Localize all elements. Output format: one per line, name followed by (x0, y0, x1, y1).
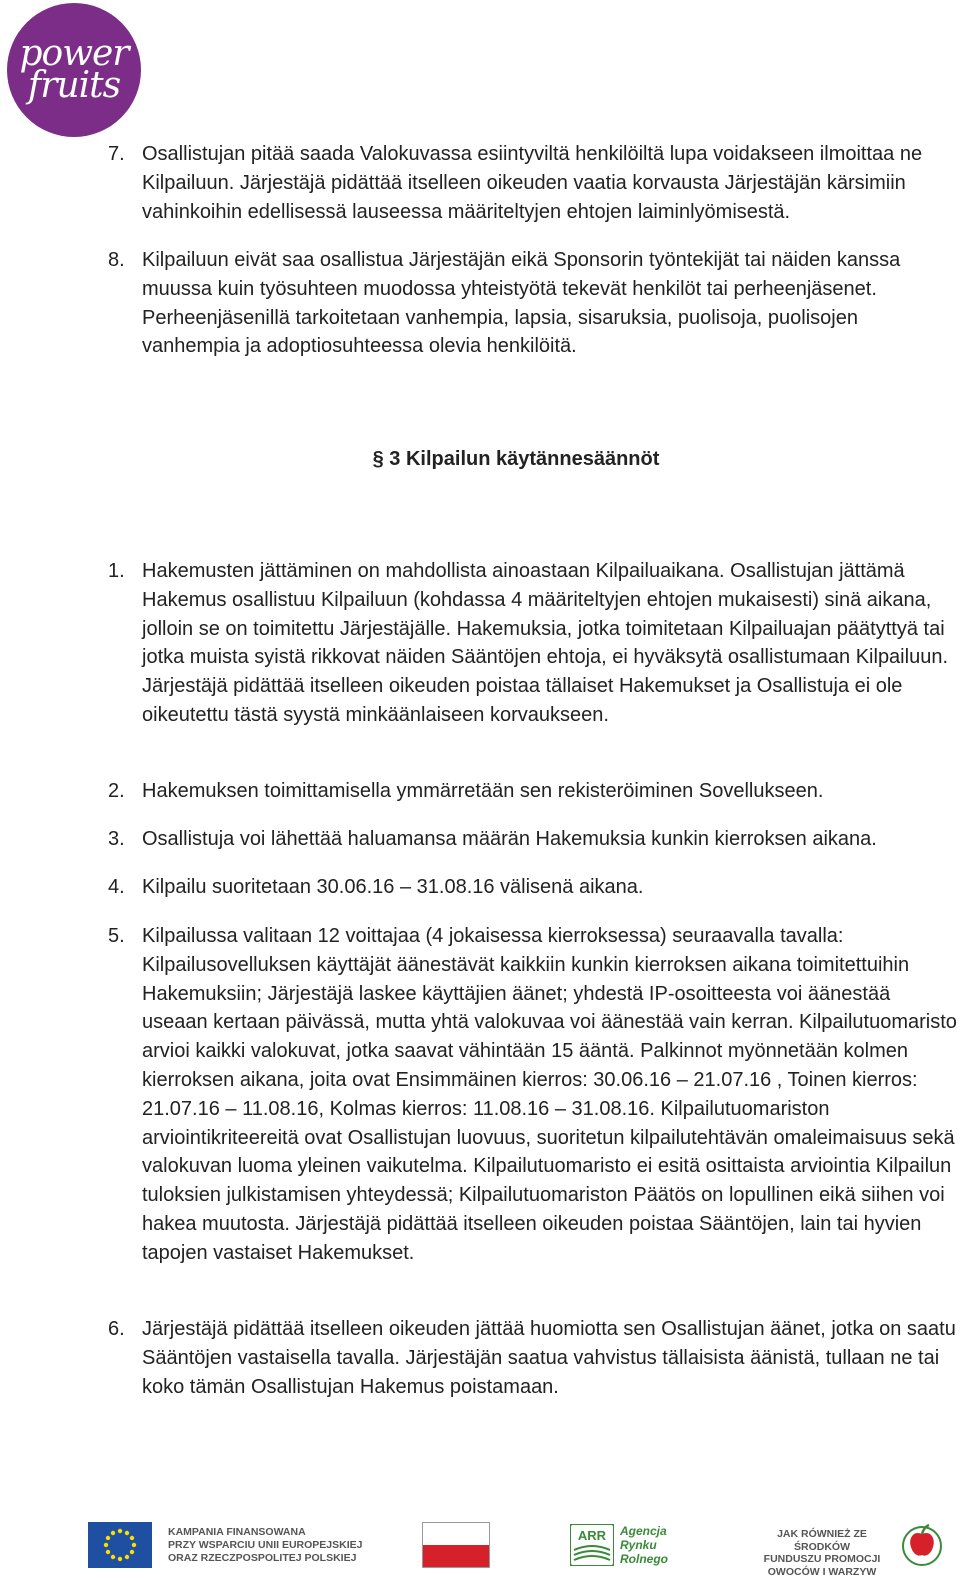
apple-logo-icon (898, 1520, 946, 1568)
item-text: Kilpailussa valitaan 12 voittajaa (4 jokaisessa kierroksessa) seuraavalla tavalla: Kilpailusovelluksen käyttäjät äänestävät kaikkiin kunkin kierroksen aikana toimitettuihin Hakemuksiin; Järjestäjä laskee käyttäjien äänet; yhdestä IP-osoitteesta voi äänestää useaan kertaan päivässä, mutta yhtä valokuvaa voi äänestää vain kerran. Kilpailutuomaristo arvioi kaikki valokuvat, jotka saavat vähintään 15 ääntä. Palkinnot myönnetään kolmen kierroksen aikana, joita ovat Ensimmäinen kierros: 30.06.16 – 21.07.16 , Toinen kierros: 21.07.16 – 11.08.16, Kolmas kierros: 11.08.16 – 31.08.16. Kilpailutuomariston arviointikriteereitä ovat Osallistujan luovuus, suoritetun kilpailutehtävän omaleimaisuus sekä valokuvan luoma yleinen vaikutelma. Kilpailutuomaristo ei esitä osittaista arviointia Kilpailun tuloksien julkistamisen yhteydessä; Kilpailutuomariston Päätös on lopullinen eikä siihen voi hakea muutosta. Järjestäjä pidättää itselleen oikeuden poistaa Sääntöjen, lain tai hyvien tapojen vastaiset Hakemukset. (142, 922, 960, 1268)
item-number: 3. (108, 825, 125, 854)
item-text: Hakemusten jättäminen on mahdollista ainoastaan Kilpailuaikana. Osallistujan jättämä Hakemus osallistuu Kilpailuun (kohdassa 4 määriteltyjen ehtojen mukaisesti) sinä aikana, jolloin se on toimitettu Järjestäjälle. Hakemuksia, jotka toimitetaan Kilpailuajan päätyttyä tai jotka muista syistä rikkovat näiden Sääntöjen ehtoja, ei hyväksytä osallistumaan Kilpailuun. Järjestäjä pidättää itselleen oikeuden poistaa tällaiset Hakemukset ja Osallistuja ei ole oikeutettu tästä syystä minkäänlaiseen korvaukseen. (142, 557, 960, 730)
sponsor-footer (0, 1512, 960, 1572)
promo-text-line: JAK RÓWNIEŻ ZE ŚRODKÓW (752, 1528, 892, 1553)
item-number: 8. (108, 246, 125, 275)
promotion-fund-text (752, 1528, 892, 1578)
arr-logo-icon (570, 1524, 614, 1566)
eu-text-line: KAMPANIA FINANSOWANA (168, 1526, 408, 1539)
arr-text-line: Agencja (620, 1524, 690, 1538)
item-number: 7. (108, 140, 125, 169)
item-text: Kilpailu suoritetaan 30.06.16 – 31.08.16 välisenä aikana. (142, 873, 960, 902)
arr-agency-text (620, 1524, 690, 1566)
item-number: 5. (108, 922, 125, 951)
eu-funding-text (168, 1526, 408, 1565)
logo-line-2: fruits (28, 71, 120, 101)
item-number: 1. (108, 557, 125, 586)
item-number: 6. (108, 1315, 125, 1344)
arr-text-line: Rolnego (620, 1552, 690, 1566)
item-text: Järjestäjä pidättää itselleen oikeuden jättää huomiotta sen Osallistujan äänet, jotka on saatu Sääntöjen vastaisella tavalla. Järjestäjän saatua vahvistus tällaisista äänistä, tullaan ne tai koko tämän Osallistujan Hakemus poistamaan. (142, 1315, 960, 1401)
eu-text-line: PRZY WSPARCIU UNII EUROPEJSKIEJ (168, 1539, 408, 1552)
promo-text-line: OWOCÓW I WARZYW (752, 1566, 892, 1578)
item-text: Osallistujan pitää saada Valokuvassa esiintyviltä henkilöiltä lupa voidakseen ilmoittaa ne Kilpailuun. Järjestäjä pidättää itselleen oikeuden vaatia korvausta Järjestäjän kärsimiin vahinkoihin edellisessä lauseessa määriteltyjen ehtojen laiminlyömisestä. (142, 140, 960, 226)
poland-flag-icon (422, 1522, 490, 1568)
item-text: Kilpailuun eivät saa osallistua Järjestäjän eikä Sponsorin työntekijät tai näiden kanssa muussa kuin työsuhteen muodossa yhteistyötä tekevät henkilöt tai perheenjäsenet. Perheenjäsenillä tarkoitetaan vanhempia, lapsia, sisaruksia, puolisoja, puolisojen vanhempia ja adoptiosuhteessa olevia henkilöitä. (142, 246, 960, 361)
section-heading: § 3 Kilpailun käytännesäännöt (0, 445, 960, 473)
eu-stars-icon (88, 1522, 152, 1568)
arr-text-line: Rynku (620, 1538, 690, 1552)
eu-flag-icon (88, 1522, 152, 1568)
item-number: 4. (108, 873, 125, 902)
arr-letters: ARR (578, 1528, 607, 1543)
item-number: 2. (108, 777, 125, 806)
item-text: Hakemuksen toimittamisella ymmärretään sen rekisteröiminen Sovellukseen. (142, 777, 960, 806)
power-fruits-logo (7, 3, 141, 137)
item-text: Osallistuja voi lähettää haluamansa määrän Hakemuksia kunkin kierroksen aikana. (142, 825, 960, 854)
promo-text-line: FUNDUSZU PROMOCJI (752, 1553, 892, 1566)
logo-line-1: power (19, 39, 128, 69)
eu-text-line: ORAZ RZECZPOSPOLITEJ POLSKIEJ (168, 1552, 408, 1565)
